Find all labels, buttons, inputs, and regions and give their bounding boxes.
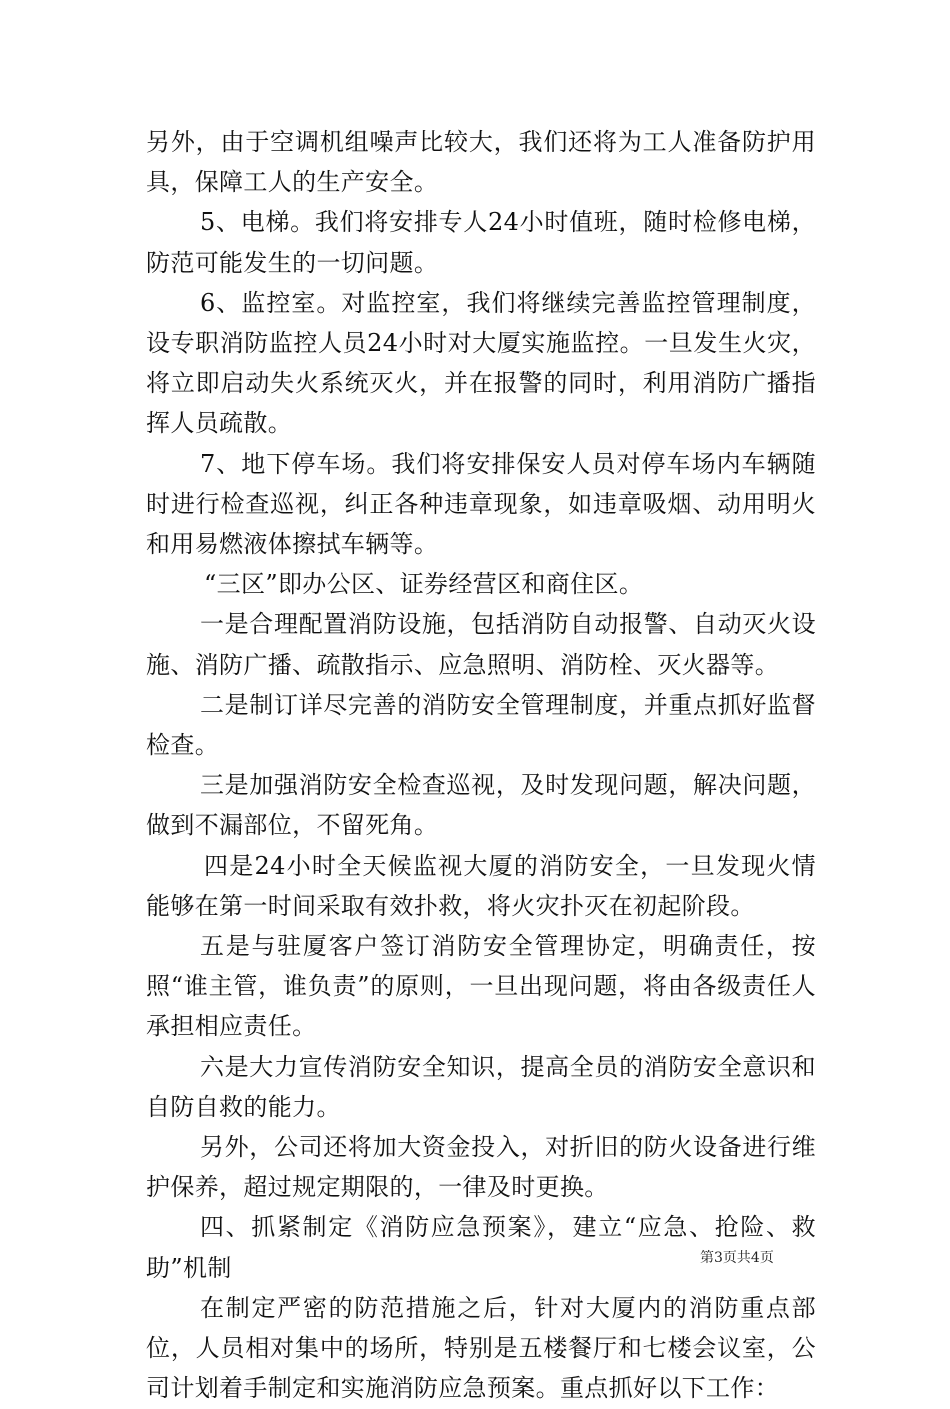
paragraph: 五是与驻厦客户签订消防安全管理协定，明确责任，按照“谁主管，谁负责”的原则，一旦出现问题，将由各级责任人承担相应责任。 bbox=[146, 932, 816, 1041]
paragraph: 一是合理配置消防设施，包括消防自动报警、自动灭火设施、消防广播、疏散指示、应急照明、消防栓、灭火器等。 bbox=[146, 610, 816, 679]
page-number: 第3页共4页 bbox=[700, 1250, 774, 1266]
paragraph: 另外，由于空调机组噪声比较大，我们还将为工人准备防护用具，保障工人的生产安全。 bbox=[146, 128, 816, 197]
paragraph: “三区”即办公区、证券经营区和商住区。 bbox=[204, 570, 644, 599]
paragraph: 7、地下停车场。我们将安排保安人员对停车场内车辆随时进行检查巡视，纠正各种违章现象，如违章吸烟、动用明火和用易燃液体擦拭车辆等。 bbox=[146, 449, 816, 559]
paragraph: 六是大力宣传消防安全知识，提高全员的消防安全意识和自防自救的能力。 bbox=[146, 1052, 816, 1121]
paragraph: 在制定严密的防范措施之后，针对大厦内的消防重点部位，人员相对集中的场所，特别是五楼餐厅和七楼会议室，公司计划着手制定和实施消防应急预案。重点抓好以下工作： bbox=[146, 1293, 816, 1403]
paragraph: 二是制订详尽完善的消防安全管理制度，并重点抓好监督检查。 bbox=[146, 690, 816, 760]
section-heading: 四、抓紧制定《消防应急预案》，建立“应急、抢险、救助”机制 bbox=[146, 1213, 816, 1282]
paragraph: 三是加强消防安全检查巡视，及时发现问题，解决问题，做到不漏部位，不留死角。 bbox=[146, 771, 816, 840]
paragraph: 另外，公司还将加大资金投入，对折旧的防火设备进行维护保养，超过规定期限的，一律及时更换。 bbox=[146, 1133, 816, 1202]
paragraph: 6、监控室。对监控室，我们将继续完善监控管理制度，设专职消防监控人员24小时对大厦实施监控。一旦发生火灾，将立即启动失火系统灭火，并在报警的同时，利用消防广播指挥人员疏散。 bbox=[146, 288, 816, 438]
paragraph: 四是24小时全天候监视大厦的消防安全，一旦发现火情能够在第一时间采取有效扑救，将火灾扑灭在初起阶段。 bbox=[146, 851, 816, 920]
document-body bbox=[146, 122, 816, 1409]
paragraph: 5、电梯。我们将安排专人24小时值班，随时检修电梯，防范可能发生的一切问题。 bbox=[146, 208, 816, 277]
